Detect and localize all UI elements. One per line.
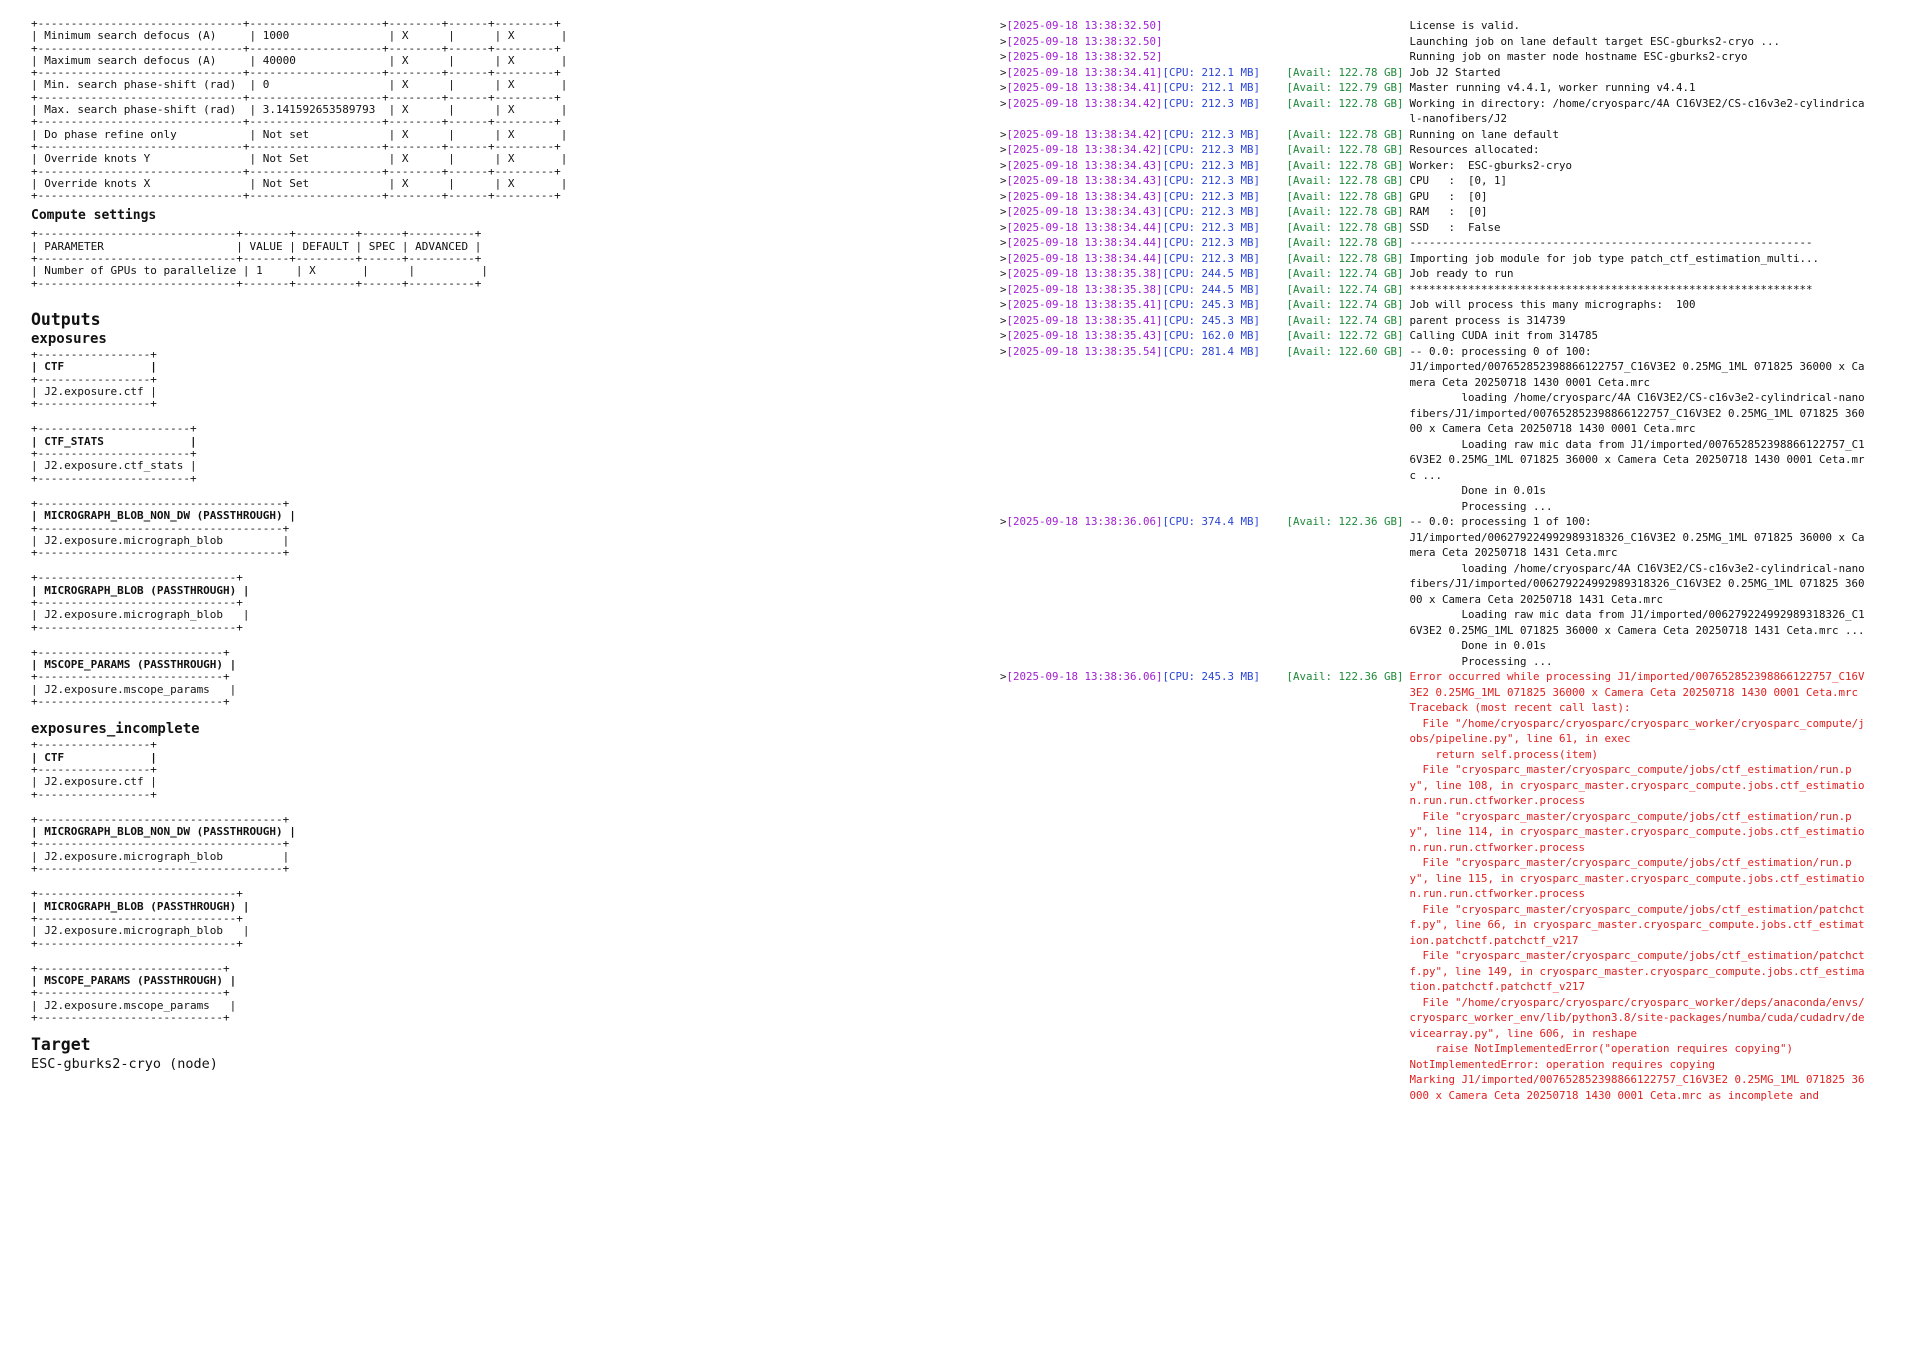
log-arrow: > xyxy=(1000,282,1007,296)
output-slot-row: | J2.exposure.ctf_stats | xyxy=(31,459,197,473)
log-timestamp: [2025-09-18 13:38:34.43] xyxy=(1006,174,1163,187)
log-timestamp: [2025-09-18 13:38:32.52] xyxy=(1006,50,1163,63)
log-arrow: > xyxy=(1000,236,1007,249)
target-heading: Target xyxy=(31,1035,91,1055)
parameters-table-row: | Override knots X | Not Set | X | | X | xyxy=(31,176,568,190)
parameters-table xyxy=(31,18,671,202)
output-slot-table xyxy=(31,498,671,559)
output-slot-row: +-------------------------------------+ xyxy=(31,812,290,826)
log-entry xyxy=(1000,18,1905,34)
log-timestamp: [2025-09-18 13:38:34.43] xyxy=(1006,158,1163,172)
parameters-table-row: | Minimum search defocus (A) | 1000 | X | | X | xyxy=(31,29,568,43)
output-slot-table xyxy=(31,349,671,410)
log-message: CPU : [0, 1] xyxy=(1409,174,1508,187)
outputs-section xyxy=(31,331,671,1024)
output-group-heading: exposures_incomplete xyxy=(31,721,200,738)
log-available-memory: [Avail: 122.79 GB] xyxy=(1286,81,1404,94)
log-arrow: > xyxy=(1000,65,1007,79)
output-slot-row: | MICROGRAPH_BLOB (PASSTHROUGH) | xyxy=(31,899,250,913)
output-slot-row: +----------------------------+ xyxy=(31,1011,230,1024)
log-arrow: > xyxy=(1000,19,1007,32)
output-slot-row: | CTF_STATS | xyxy=(31,434,197,448)
output-slot-row: +-----------------+ xyxy=(31,787,157,801)
log-entry xyxy=(1000,669,1905,1103)
compute-settings-table xyxy=(31,228,671,289)
log-message: Job will process this many micrographs: 100 xyxy=(1409,298,1696,311)
parameters-table-row: +-------------------------------+--------------------+--------+------+---------+ xyxy=(31,41,561,55)
log-timestamp: [2025-09-18 13:38:36.06] xyxy=(1006,670,1163,683)
log-entry xyxy=(1000,142,1905,158)
compute-settings-table-row: +------------------------------+-------+---------+------+----------+ xyxy=(31,276,482,290)
log-cpu-usage: [CPU: 244.5 MB] xyxy=(1162,267,1261,280)
log-arrow: > xyxy=(1000,515,1007,528)
log-entry xyxy=(1000,328,1905,344)
output-slot-row: +-------------------------------------+ xyxy=(31,546,290,560)
log-entry xyxy=(1000,127,1905,143)
log-timestamp: [2025-09-18 13:38:34.44] xyxy=(1006,251,1163,265)
log-message: -- 0.0: processing 0 of 100: J1/imported/007652852398866122757_C16V3E2 0.25MG_1ML 071825 36000 x Camera Ceta 20250718 1430 0001 Ceta.mrc loading /home/cryosparc/4A C16V3E2/CS-c16v3e2-cylindrical-nanofibers/J1/imported/007652852398866122757_C16V3E2 0.25MG_1ML 071825 36000 x Camera Ceta 20250718 1430 0001 Ceta.mrc Loading raw mic data from J1/imported/007652852398866122757_C16V3E2 0.25MG_1ML 071825 36000 x Camera Ceta 20250718 1430 0001 Ceta.mrc ... Done in 0.01s Processing ... xyxy=(1409,344,1865,513)
log-message: GPU : [0] xyxy=(1409,189,1488,203)
log-entry xyxy=(1000,266,1905,282)
output-slot-table xyxy=(31,423,671,484)
compute-settings-table-row: +------------------------------+-------+---------+------+----------+ xyxy=(31,227,482,241)
log-timestamp: [2025-09-18 13:38:34.41] xyxy=(1006,65,1163,79)
parameters-table-row: +-------------------------------+--------------------+--------+------+---------+ xyxy=(31,139,561,153)
log-cpu-usage: [CPU: 245.3 MB] xyxy=(1162,313,1261,327)
log-cpu-usage: [CPU: 244.5 MB] xyxy=(1162,282,1261,296)
output-slot-row: | MICROGRAPH_BLOB_NON_DW (PASSTHROUGH) | xyxy=(31,509,296,523)
log-available-memory xyxy=(1287,34,1410,50)
parameters-table-row: +-------------------------------+--------------------+--------+------+---------+ xyxy=(31,189,561,203)
log-timestamp: [2025-09-18 13:38:35.41] xyxy=(1006,298,1163,311)
log-cpu-usage: [CPU: 374.4 MB] xyxy=(1162,515,1261,528)
log-message: ************************************************************** xyxy=(1409,282,1813,296)
output-slot-row: | J2.exposure.micrograph_blob | xyxy=(31,608,250,622)
job-parameters-panel xyxy=(31,18,671,1072)
output-slot-row: +------------------------------+ xyxy=(31,595,243,609)
log-arrow: > xyxy=(1000,81,1007,94)
log-entry xyxy=(1000,282,1905,298)
log-timestamp: [2025-09-18 13:38:36.06] xyxy=(1006,515,1163,528)
log-available-memory: [Avail: 122.74 GB] xyxy=(1286,267,1404,280)
parameters-table-row: +-------------------------------+--------------------+--------+------+---------+ xyxy=(31,164,561,178)
log-message: RAM : [0] xyxy=(1409,205,1488,218)
log-entry xyxy=(1000,514,1905,669)
log-message: Master running v4.4.1, worker running v4.4.1 xyxy=(1409,81,1696,94)
log-timestamp: [2025-09-18 13:38:34.42] xyxy=(1006,96,1163,110)
log-arrow: > xyxy=(1000,127,1007,141)
log-message: parent process is 314739 xyxy=(1409,313,1566,327)
log-arrow: > xyxy=(1000,344,1007,358)
output-slot-row: | J2.exposure.micrograph_blob | xyxy=(31,849,290,863)
output-slot-row: +-------------------------------------+ xyxy=(31,862,290,876)
log-message: Job ready to run xyxy=(1409,267,1514,280)
output-slot-row: +-----------------+ xyxy=(31,738,157,752)
log-arrow: > xyxy=(1000,267,1007,280)
log-message: Job J2 Started xyxy=(1409,65,1501,79)
log-available-memory: [Avail: 122.78 GB] xyxy=(1286,236,1404,249)
output-slot-row: | MSCOPE_PARAMS (PASSTHROUGH) | xyxy=(31,658,237,672)
parameters-table-row: +-------------------------------+--------------------+--------+------+---------+ xyxy=(31,90,561,104)
log-available-memory xyxy=(1287,49,1410,65)
log-cpu-usage: [CPU: 212.3 MB] xyxy=(1162,174,1261,187)
output-slot-table xyxy=(31,814,671,875)
output-slot-row: +------------------------------+ xyxy=(31,571,243,585)
log-entry xyxy=(1000,65,1905,81)
output-slot-row: +-----------------------+ xyxy=(31,422,197,436)
log-available-memory: [Avail: 122.36 GB] xyxy=(1286,670,1404,683)
log-message: License is valid. xyxy=(1409,19,1521,32)
log-timestamp: [2025-09-18 13:38:32.50] xyxy=(1006,19,1163,32)
log-message: Running on lane default xyxy=(1409,127,1560,141)
log-message: Calling CUDA init from 314785 xyxy=(1409,329,1599,342)
log-available-memory: [Avail: 122.78 GB] xyxy=(1286,174,1404,187)
log-message: Working in directory: /home/cryosparc/4A C16V3E2/CS-c16v3e2-cylindrical-nanofibers/J2 xyxy=(1409,96,1865,125)
log-timestamp: [2025-09-18 13:38:34.41] xyxy=(1006,81,1163,94)
parameters-table-row: | Do phase refine only | Not set | X | | X | xyxy=(31,127,568,141)
log-cpu-usage: [CPU: 245.3 MB] xyxy=(1162,670,1261,683)
log-message: SSD : False xyxy=(1409,220,1501,234)
output-slot-table xyxy=(31,888,671,949)
output-slot-row: +------------------------------+ xyxy=(31,936,243,950)
output-slot-table xyxy=(31,963,671,1024)
target-value: ESC-gburks2-cryo (node) xyxy=(31,1056,218,1073)
log-arrow: > xyxy=(1000,220,1007,234)
output-slot-row: +----------------------------+ xyxy=(31,695,230,709)
log-available-memory: [Avail: 122.36 GB] xyxy=(1286,515,1404,528)
log-timestamp: [2025-09-18 13:38:35.38] xyxy=(1006,267,1163,280)
output-slot-row: +-------------------------------------+ xyxy=(31,837,290,851)
log-message: Launching job on lane default target ESC-gburks2-cryo ... xyxy=(1409,34,1781,48)
log-cpu-usage: [CPU: 212.3 MB] xyxy=(1162,143,1261,156)
log-arrow: > xyxy=(1000,670,1007,683)
parameters-table-row: | Max. search phase-shift (rad) | 3.141592653589793 | X | | X | xyxy=(31,103,568,117)
output-slot-row: +----------------------------+ xyxy=(31,645,230,659)
log-available-memory: [Avail: 122.74 GB] xyxy=(1286,282,1404,296)
log-available-memory: [Avail: 122.78 GB] xyxy=(1286,220,1404,234)
log-message: Importing job module for job type patch_ctf_estimation_multi... xyxy=(1409,251,1820,265)
output-slot-row: +------------------------------+ xyxy=(31,620,243,634)
log-cpu-usage: [CPU: 212.3 MB] xyxy=(1162,158,1261,172)
log-cpu-usage xyxy=(1163,18,1287,34)
log-arrow: > xyxy=(1000,158,1007,172)
output-slot-row: +-----------------+ xyxy=(31,397,157,411)
log-cpu-usage: [CPU: 212.3 MB] xyxy=(1162,127,1261,141)
output-slot-row: +-----------------+ xyxy=(31,762,157,776)
output-slot-row: +-------------------------------------+ xyxy=(31,521,290,535)
log-entry xyxy=(1000,220,1905,236)
log-cpu-usage xyxy=(1163,49,1287,65)
log-available-memory: [Avail: 122.78 GB] xyxy=(1286,143,1404,156)
output-slot-row: | CTF | xyxy=(31,360,157,374)
parameters-table-row: | Override knots Y | Not Set | X | | X | xyxy=(31,152,568,166)
log-available-memory: [Avail: 122.74 GB] xyxy=(1286,298,1404,311)
output-slot-table xyxy=(31,572,671,633)
output-slot-row: +----------------------------+ xyxy=(31,986,230,1000)
log-entry xyxy=(1000,189,1905,205)
log-arrow: > xyxy=(1000,174,1007,187)
output-slot-row: | J2.exposure.mscope_params | xyxy=(31,682,237,696)
log-timestamp: [2025-09-18 13:38:34.42] xyxy=(1006,127,1163,141)
outputs-heading: Outputs xyxy=(31,309,101,329)
log-message: Worker: ESC-gburks2-cryo xyxy=(1409,158,1573,172)
log-arrow: > xyxy=(1000,50,1007,63)
log-entry xyxy=(1000,173,1905,189)
log-arrow: > xyxy=(1000,313,1007,327)
parameters-table-row: | Maximum search defocus (A) | 40000 | X | | X | xyxy=(31,53,568,67)
log-timestamp: [2025-09-18 13:38:35.43] xyxy=(1006,329,1163,342)
output-slot-row: +------------------------------+ xyxy=(31,911,243,925)
output-group-heading: exposures xyxy=(31,330,107,347)
log-timestamp: [2025-09-18 13:38:34.44] xyxy=(1006,236,1163,249)
output-slot-row: | CTF | xyxy=(31,750,157,764)
output-slot-row: | MICROGRAPH_BLOB_NON_DW (PASSTHROUGH) | xyxy=(31,825,296,839)
output-slot-row: +-------------------------------------+ xyxy=(31,496,290,510)
output-slot-row: | J2.exposure.micrograph_blob | xyxy=(31,533,290,547)
log-entry xyxy=(1000,313,1905,329)
compute-settings-table-row: +------------------------------+-------+---------+------+----------+ xyxy=(31,252,482,266)
log-entry xyxy=(1000,49,1905,65)
output-slot-row: +-----------------------+ xyxy=(31,447,197,461)
log-cpu-usage: [CPU: 212.3 MB] xyxy=(1162,220,1261,234)
log-cpu-usage: [CPU: 245.3 MB] xyxy=(1162,298,1261,311)
log-available-memory: [Avail: 122.78 GB] xyxy=(1286,251,1404,265)
log-available-memory: [Avail: 122.60 GB] xyxy=(1286,344,1404,358)
log-cpu-usage: [CPU: 212.3 MB] xyxy=(1162,205,1261,218)
log-cpu-usage: [CPU: 212.3 MB] xyxy=(1162,236,1261,249)
log-available-memory: [Avail: 122.78 GB] xyxy=(1286,127,1404,141)
log-entry xyxy=(1000,158,1905,174)
log-timestamp: [2025-09-18 13:38:34.42] xyxy=(1006,143,1163,156)
log-entry xyxy=(1000,251,1905,267)
log-timestamp: [2025-09-18 13:38:34.43] xyxy=(1006,189,1163,203)
log-entry xyxy=(1000,96,1905,127)
log-arrow: > xyxy=(1000,205,1007,218)
log-timestamp: [2025-09-18 13:38:32.50] xyxy=(1006,34,1163,48)
log-available-memory xyxy=(1287,18,1410,34)
output-slot-row: +-----------------+ xyxy=(31,347,157,361)
log-available-memory: [Avail: 122.78 GB] xyxy=(1286,189,1404,203)
output-slot-row: +----------------------------+ xyxy=(31,670,230,684)
log-message: Resources allocated: xyxy=(1409,143,1540,156)
log-available-memory: [Avail: 122.74 GB] xyxy=(1286,313,1404,327)
log-message: Running job on master node hostname ESC-gburks2-cryo xyxy=(1409,50,1748,63)
log-available-memory: [Avail: 122.72 GB] xyxy=(1286,329,1404,342)
log-cpu-usage: [CPU: 212.1 MB] xyxy=(1162,65,1261,79)
output-slot-row: | J2.exposure.ctf | xyxy=(31,384,157,398)
log-cpu-usage: [CPU: 162.0 MB] xyxy=(1162,329,1261,342)
log-message: -------------------------------------------------------------- xyxy=(1409,236,1813,249)
log-timestamp: [2025-09-18 13:38:34.44] xyxy=(1006,220,1163,234)
output-slot-row: | J2.exposure.micrograph_blob | xyxy=(31,924,250,938)
compute-settings-table-row: | Number of GPUs to parallelize | 1 | X | | | xyxy=(31,264,488,278)
compute-settings-table-row: | PARAMETER | VALUE | DEFAULT | SPEC | ADVANCED | xyxy=(31,239,482,253)
log-arrow: > xyxy=(1000,298,1007,311)
parameters-table-row: +-------------------------------+--------------------+--------+------+---------+ xyxy=(31,66,561,80)
log-arrow: > xyxy=(1000,329,1007,342)
output-slot-row: +------------------------------+ xyxy=(31,887,243,901)
log-arrow: > xyxy=(1000,143,1007,156)
output-slot-row: | MSCOPE_PARAMS (PASSTHROUGH) | xyxy=(31,974,237,988)
log-cpu-usage xyxy=(1163,34,1287,50)
output-slot-row: +-----------------------+ xyxy=(31,471,197,485)
parameters-table-row: | Min. search phase-shift (rad) | 0 | X | | X | xyxy=(31,78,568,92)
log-available-memory: [Avail: 122.78 GB] xyxy=(1286,158,1404,172)
log-arrow: > xyxy=(1000,96,1007,110)
output-slot-row: +----------------------------+ xyxy=(31,961,230,975)
log-available-memory: [Avail: 122.78 GB] xyxy=(1286,65,1404,79)
log-arrow: > xyxy=(1000,251,1007,265)
event-log-panel xyxy=(1000,18,1905,1103)
log-entry xyxy=(1000,344,1905,515)
output-slot-row: | J2.exposure.mscope_params | xyxy=(31,998,237,1012)
parameters-table-row: +-------------------------------+--------------------+--------+------+---------+ xyxy=(31,115,561,129)
output-slot-table xyxy=(31,647,671,708)
log-entry xyxy=(1000,80,1905,96)
log-available-memory: [Avail: 122.78 GB] xyxy=(1286,96,1404,110)
log-timestamp: [2025-09-18 13:38:35.38] xyxy=(1006,282,1163,296)
log-entry xyxy=(1000,297,1905,313)
log-entry xyxy=(1000,235,1905,251)
log-timestamp: [2025-09-18 13:38:35.41] xyxy=(1006,313,1163,327)
log-arrow: > xyxy=(1000,189,1007,203)
output-slot-table xyxy=(31,739,671,800)
log-cpu-usage: [CPU: 212.3 MB] xyxy=(1162,189,1261,203)
log-entry xyxy=(1000,204,1905,220)
log-cpu-usage: [CPU: 212.1 MB] xyxy=(1162,81,1261,94)
parameters-table-row: +-------------------------------+--------------------+--------+------+---------+ xyxy=(31,17,561,30)
log-available-memory: [Avail: 122.78 GB] xyxy=(1286,205,1404,218)
log-entry xyxy=(1000,34,1905,50)
log-timestamp: [2025-09-18 13:38:35.54] xyxy=(1006,344,1163,358)
log-message: -- 0.0: processing 1 of 100: J1/imported/006279224992989318326_C16V3E2 0.25MG_1ML 071825 36000 x Camera Ceta 20250718 1431 Ceta.mrc loading /home/cryosparc/4A C16V3E2/CS-c16v3e2-cylindrical-nanofibers/J1/imported/006279224992989318326_C16V3E2 0.25MG_1ML 071825 36000 x Camera Ceta 20250718 1431 Ceta.mrc Loading raw mic data from J1/imported/006279224992989318326_C16V3E2 0.25MG_1ML 071825 36000 x Camera Ceta 20250718 1431 Ceta.mrc ... Done in 0.01s Processing ... xyxy=(1409,515,1865,668)
log-arrow: > xyxy=(1000,34,1007,48)
output-slot-row: | J2.exposure.ctf | xyxy=(31,775,157,789)
log-cpu-usage: [CPU: 281.4 MB] xyxy=(1162,344,1261,358)
compute-settings-heading: Compute settings xyxy=(31,208,157,224)
log-timestamp: [2025-09-18 13:38:34.43] xyxy=(1006,205,1163,218)
output-slot-row: +-----------------+ xyxy=(31,372,157,386)
output-slot-row: | MICROGRAPH_BLOB (PASSTHROUGH) | xyxy=(31,583,250,597)
log-cpu-usage: [CPU: 212.3 MB] xyxy=(1162,96,1261,110)
log-error-message: Error occurred while processing J1/imported/007652852398866122757_C16V3E2 0.25MG_1ML 071825 36000 x Camera Ceta 20250718 1430 0001 Ceta.mrc Traceback (most recent call last): File "/home/cryosparc/cryosparc/cryosparc_worker/cryosparc_compute/jobs/pipeline.py", line 61, in exec return self.process(item) File "cryosparc_master/cryosparc_compute/jobs/ctf_estimation/run.py", line 108, in cryosparc_master.cryosparc_compute.jobs.ctf_estimation.run.run.ctfworker.process File "cryosparc_master/cryosparc_compute/jobs/ctf_estimation/run.py", line 114, in cryosparc_master.cryosparc_compute.jobs.ctf_estimation.run.run.ctfworker.process File "cryosparc_master/cryosparc_compute/jobs/ctf_estimation/run.py", line 115, in cryosparc_master.cryosparc_compute.jobs.ctf_estimation.run.run.ctfworker.process File "cryosparc_master/cryosparc_compute/jobs/ctf_estimation/patchctf.py", line 66, in cryosparc_master.cryosparc_compute.jobs.ctf_estimation.patchctf.patchctf_v217 File "cryosparc_master/cryosparc_compute/jobs/ctf_estimation/patchctf.py", line 149, in cryosparc_master.cryosparc_compute.jobs.ctf_estimation.patchctf.patchctf_v217 File "/home/cryosparc/cryosparc/cryosparc_worker/deps/anaconda/envs/cryosparc_worker_env/lib/python3.8/site-packages/numba/cuda/cudadrv/devicearray.py", line 606, in reshape raise NotImplementedError("operation requires copying") NotImplementedError: operation requires copying Marking J1/imported/007652852398866122757_C16V3E2 0.25MG_1ML 071825 36000 x Camera Ceta 20250718 1430 0001 Ceta.mrc as incomplete and xyxy=(1409,670,1865,1102)
log-cpu-usage: [CPU: 212.3 MB] xyxy=(1162,251,1261,265)
